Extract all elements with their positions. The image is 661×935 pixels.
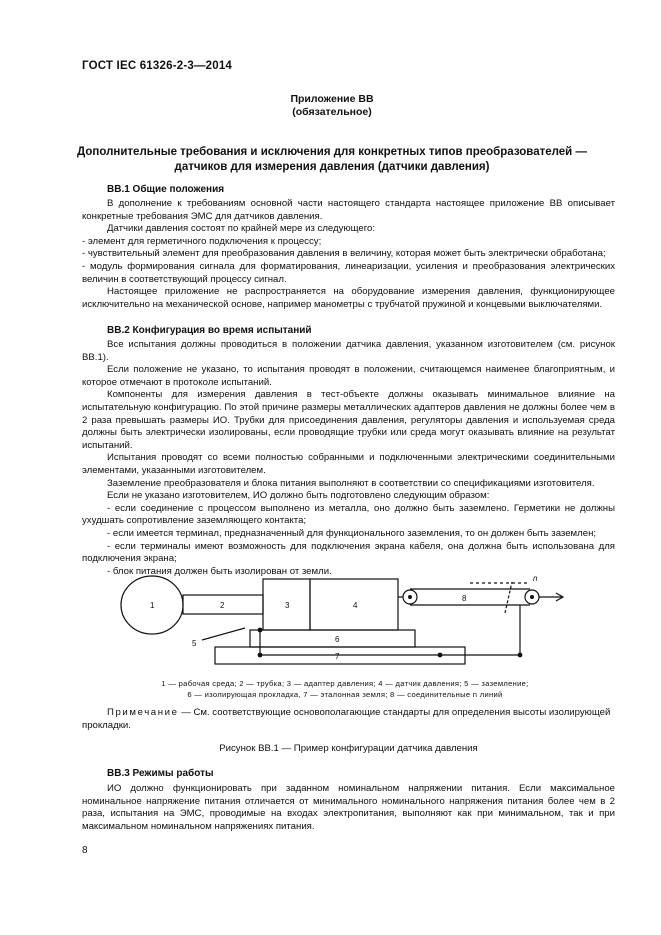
note-text: — См. соответствующие основополагающие стандарты для определения высоты изолирующей прокладки. [82,707,611,731]
legend-line-2: 6 — изолирующая прокладка, 7 — эталонная земля; 8 — соединительные n линий [187,689,503,699]
paragraph: Если не указано изготовителем, ИО должно быть подготовлено следующим образом: [107,490,490,502]
pressure-sensor-diagram [110,568,570,676]
figure-note [82,707,615,732]
paragraph: В дополнение к требованиям основной части настоящего стандарта настоящее приложение ВВ описывает конкретные требования ЭМС для датчиков давления. [82,198,615,222]
paragraph: Заземление преобразователя и блока питания выполняют в соответствии со спецификациями изготовителя. [107,477,595,489]
annex-title-line-2: датчиков для измерения давления (датчики давления) [174,160,490,173]
appendix-name: Приложение ВВ [290,93,374,105]
list-item: - если имеется терминал, предназначенный для функционального заземления, то он должен быть заземлен; [107,527,597,539]
label-n: n [533,574,538,583]
legend-line-1: 1 — рабочая среда; 2 — трубка; 3 — адаптер давления; 4 — датчик давления; 5 — заземление; [161,679,529,688]
note-label: Примечание [107,707,179,718]
list-item: - чувствительный элемент для преобразования давления в величину, которая может быть электрически обработана; [82,248,606,260]
section-bb2-body [82,339,615,578]
paragraph: Все испытания должны проводиться в положении датчика давления, указанном изготовителем (см. рисунок ВВ.1). [82,339,615,363]
list-item: - если соединение с процессом выполнено из металла, оно должно быть заземлено. Герметики не должны ухудшать сопротивление заземляющего контакта; [82,502,615,527]
label-4: 4 [353,601,358,610]
label-8: 8 [462,594,467,603]
section-bb3-heading: ВВ.3 Режимы работы [107,768,214,779]
annex-title-line-1: Дополнительные требования и исключения для конкретных типов преобразователей — [77,146,587,158]
section-bb3-body [82,783,615,833]
label-7: 7 [335,652,340,661]
paragraph: Настоящее приложение не распространяется на оборудование измерения давления, функционирующее исключительно на механической основе, например манометры с трубчатой пружиной и концевыми выключателями. [82,286,615,310]
appendix-heading [82,93,582,119]
section-bb2-heading: ВВ.2 Конфигурация во время испытаний [107,325,312,336]
paragraph: Испытания проводят со всеми полностью собранными и подключенными электрическими соединительными элементами, указанными изготовителем. [82,452,615,476]
list-item: - элемент для герметичного подключения к процессу; [82,235,322,247]
label-6: 6 [335,635,340,644]
list-item: - блок питания должен быть изолирован от земли. [107,565,332,577]
paragraph: ИО должно функционировать при заданном номинальном напряжении питания. Если максимальное номинальное напряжение питания отличается от минимального номинального напряжения питания более чем в 2 раза, испытания на ЭМС, проводимые на входах электропитания, выполняют как при минимальном, так и при максимальном номинальном напряжениях питания. [82,783,615,832]
label-1: 1 [150,601,155,610]
list-item: - если терминалы имеют возможность для подключения экрана кабеля, она должна быть использована для подключения экрана; [82,540,615,565]
appendix-status: (обязательное) [292,106,372,118]
page-number: 8 [82,845,88,856]
paragraph: Если положение не указано, то испытания проводят в положении, считающемся наименее благоприятным, и которое отмечают в протоколе испытаний. [82,364,615,388]
paragraph: Компоненты для измерения давления в тест-объекте должны оказывать минимальное влияние на испытательную конфигурацию. По этой причине размеры металлических адаптеров давления не должны более чем в 2 раза превышать размеры ИО. Трубки для присоединения давления, регуляторы давления и используемая среда должны быть электрически изолированы, если проводящие трубки или среда могут оказывать влияние на результат испытаний. [82,389,615,451]
label-3: 3 [285,601,290,610]
section-bb1-body [82,198,615,311]
annex-title [62,145,602,174]
label-2: 2 [220,601,225,610]
paragraph: Датчики давления состоят по крайней мере из следующего: [107,223,376,235]
section-bb1-heading: ВВ.1 Общие положения [107,184,225,195]
figure-legend [110,679,580,700]
label-5: 5 [192,639,197,648]
insulating-pad [250,630,415,647]
list-item: - модуль формирования сигнала для форматирования, линеаризации, усиления и преобразования электрических величин в соответствующий процессу сигнал. [82,260,615,285]
document-header: ГОСТ IEC 61326-2-3—2014 [82,60,233,72]
figure-caption: Рисунок ВВ.1 — Пример конфигурации датчика давления [219,743,478,754]
